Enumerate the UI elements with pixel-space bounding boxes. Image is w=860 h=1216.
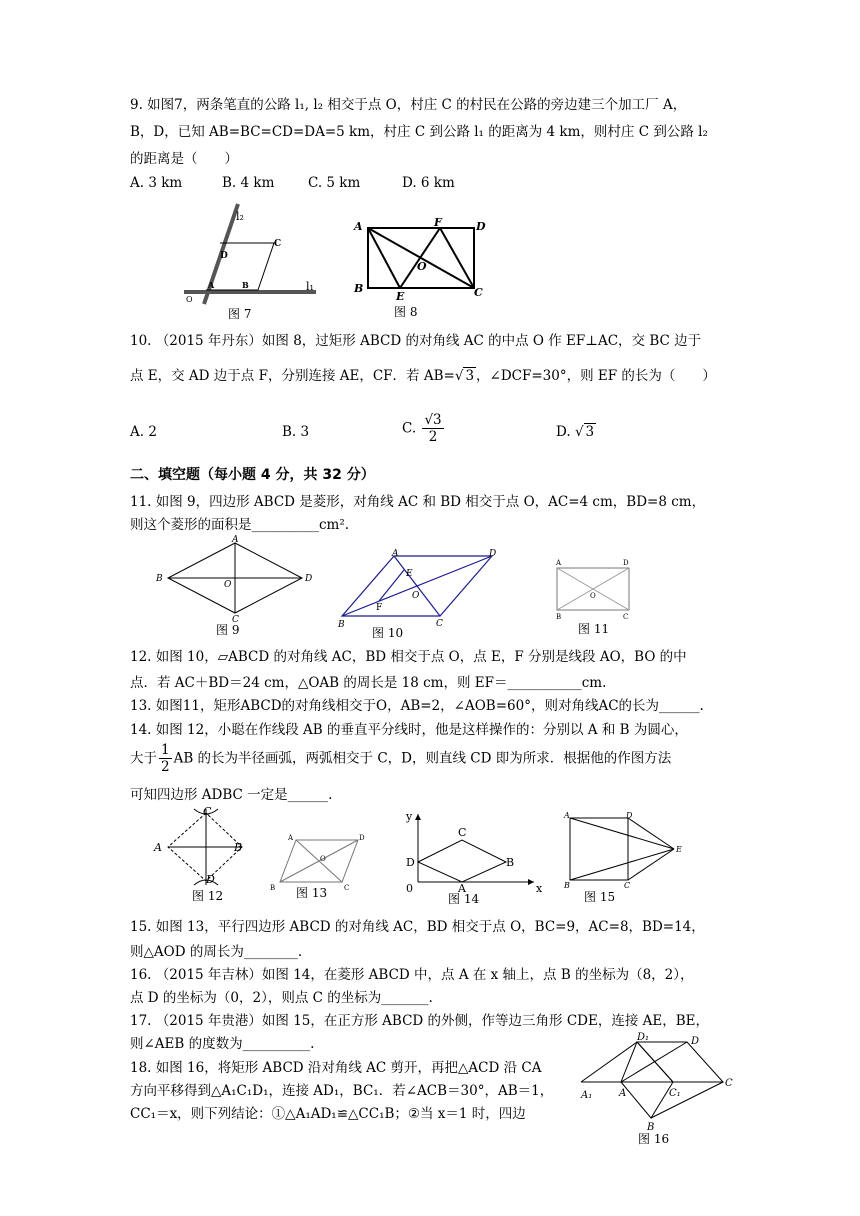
fig16-label-b: B xyxy=(647,1122,655,1133)
fig14-label-b: B xyxy=(506,856,515,869)
fig9-label-b: B xyxy=(156,574,163,584)
q9-option-d: D. 6 km xyxy=(402,175,455,191)
figure-8 xyxy=(350,214,495,314)
fig7-label-o: O xyxy=(186,295,193,304)
q14-line2-end: AB 的长为半径画弧，两弧相交于 C，D，则直线 CD 即为所求．根据他的作图方法 xyxy=(173,750,672,767)
q11-line1: 11. 如图 9，四边形 ABCD 是菱形，对角线 AC 和 BD 相交于点 O，AC=4 cm，BD=8 cm， xyxy=(130,494,706,510)
fig8-label-o: O xyxy=(417,260,427,273)
fig15-label-e: E xyxy=(676,845,682,854)
fig7-label-c: C xyxy=(274,239,282,249)
q17-line1: 17. （2015 年贵港）如图 15，在正方形 ABCD 的外侧，作等边三角形 CDE，连接 AE，BE， xyxy=(130,1013,710,1029)
q10-option-d xyxy=(556,424,596,440)
fig9-label-a: A xyxy=(232,535,239,545)
fig8-label-c: C xyxy=(474,286,483,299)
q14-line1: 14. 如图 12，小聪在作线段 AB 的垂直平分线时，他是这样操作的：分别以 A 和 B 为圆心， xyxy=(130,722,688,738)
fig16-caption: 图 16 xyxy=(638,1132,670,1146)
fig8-label-a: A xyxy=(354,220,363,233)
fig11-label-c: C xyxy=(623,613,629,621)
fig11-label-a: A xyxy=(556,559,562,567)
q14-line3: 可知四边形 ADBC 一定是______. xyxy=(130,787,333,803)
q10-option-a: A. 2 xyxy=(130,424,157,440)
figure-15 xyxy=(560,808,690,888)
fig8-label-d: D xyxy=(476,220,486,233)
q12-line1: 12. 如图 10，▱ABCD 的对角线 AC，BD 相交于点 O，点 E，F 分别是线段 AO，BO 的中 xyxy=(130,649,687,665)
fig13-label-o: O xyxy=(320,855,326,863)
fig7-label-a: A xyxy=(208,280,215,290)
q9-option-a: A. 3 km xyxy=(130,175,183,191)
fig13-label-d: D xyxy=(359,834,365,842)
fig9-label-c: C xyxy=(232,615,239,625)
fig7-caption: 图 7 xyxy=(228,307,252,321)
fig13-caption: 图 13 xyxy=(296,886,328,900)
figure-13 xyxy=(266,830,366,892)
q10-option-b: B. 3 xyxy=(282,424,310,440)
radicand: 3 xyxy=(465,368,475,384)
fig15-label-a: A xyxy=(564,811,570,820)
q18-line1: 18. 如图 16，将矩形 ABCD 沿对角线 AC 剪开，再把△ACD 沿 CA xyxy=(130,1060,542,1076)
fig16-label-c1: C₁ xyxy=(669,1088,681,1099)
fig16-label-c: C xyxy=(725,1078,733,1089)
q9-option-c: C. 5 km xyxy=(308,175,361,191)
fig10-label-o: O xyxy=(412,591,420,601)
fig10-label-b: B xyxy=(338,620,345,630)
fig12-caption: 图 12 xyxy=(192,889,224,903)
q15-line1: 15. 如图 13，平行四边形 ABCD 的对角线 AC，BD 相交于点 O，BC=9，AC=8，BD=14， xyxy=(130,919,705,935)
q15-line2: 则△AOD 的周长为________. xyxy=(130,944,303,960)
fig7-label-l1: l₁ xyxy=(306,280,314,293)
fig9-label-o: O xyxy=(224,580,232,590)
q9-option-b: B. 4 km xyxy=(222,175,275,191)
fig7-label-d: D xyxy=(220,251,228,261)
fig10-label-c: C xyxy=(436,619,443,629)
fig13-label-c: C xyxy=(344,884,350,892)
q13-line: 13. 如图11，矩形ABCD的对角线相交于O，AB=2，∠AOB=60°，则对角线AC的长为______. xyxy=(130,698,704,714)
fig16-label-d: D xyxy=(691,1036,700,1047)
fig12-label-c: C xyxy=(203,805,212,818)
fig14-caption: 图 14 xyxy=(448,892,480,906)
fig14-label-a: A xyxy=(458,882,466,895)
sqrt3-option-d: √ 3 xyxy=(574,424,595,440)
q14-line2 xyxy=(130,742,671,775)
fig16-label-d1: D₁ xyxy=(637,1032,650,1043)
fig8-label-f: F xyxy=(434,216,442,229)
fig15-caption: 图 15 xyxy=(584,890,616,904)
q10-option-d-label: D. xyxy=(556,424,571,440)
q9-line1: 9. 如图7，两条笔直的公路 l₁, l₂ 相交于点 O，村庄 C 的村民在公路的旁边建三个加工厂 A， xyxy=(130,97,687,113)
q10-option-c-label: C. xyxy=(402,420,417,437)
fig10-label-a: A xyxy=(392,549,399,559)
figure-16 xyxy=(575,1030,745,1145)
fraction-denominator: 2 xyxy=(428,429,438,445)
fig13-label-a: A xyxy=(288,834,294,842)
fig8-label-e: E xyxy=(396,290,405,303)
fig8-caption: 图 8 xyxy=(394,305,418,319)
fig15-label-d: D xyxy=(626,811,633,820)
q17-line2: 则∠AEB 的度数为__________. xyxy=(130,1036,315,1052)
fig10-label-e: E xyxy=(406,569,413,579)
q18-line3: CC₁＝x，则下列结论：①△A₁AD₁≌△CC₁B；②当 x＝1 时，四边 xyxy=(130,1106,526,1122)
q9-line2: B，D，已知 AB=BC=CD=DA=5 km，村庄 C 到公路 l₁ 的距离为 4 km，则村庄 C 到公路 l₂ xyxy=(130,124,708,140)
figure-7 xyxy=(178,200,328,305)
fig11-label-b: B xyxy=(556,613,562,621)
fig14-label-c: C xyxy=(458,826,467,839)
fig9-caption: 图 9 xyxy=(216,623,240,637)
fig12-label-a: A xyxy=(154,841,162,854)
one-half-fraction xyxy=(159,742,172,775)
radicand: 3 xyxy=(585,424,595,440)
section-2-heading: 二、填空题（每小题 4 分，共 32 分） xyxy=(130,467,375,483)
fig16-label-a1: A₁ xyxy=(581,1090,593,1101)
q10-line1: 10. （2015 年丹东）如图 8，过矩形 ABCD 的对角线 AC 的中点 O 作 EF⊥AC，交 BC 边于 xyxy=(130,333,702,349)
fig13-label-b: B xyxy=(270,884,276,892)
figure-9 xyxy=(150,535,320,625)
fig11-label-d: D xyxy=(623,559,629,567)
fig16-label-a: A xyxy=(619,1088,627,1099)
fig9-label-d: D xyxy=(305,574,313,584)
q10-option-c-fraction xyxy=(422,412,443,445)
sqrt3-ab: √ 3 xyxy=(454,368,475,384)
fig8-label-b: B xyxy=(354,282,364,295)
fig11-caption: 图 11 xyxy=(578,622,610,636)
fig10-caption: 图 10 xyxy=(372,626,404,640)
q9-line3: 的距离是（ ） xyxy=(130,151,238,167)
fig11-label-o: O xyxy=(590,592,596,600)
q16-line1: 16. （2015 年吉林）如图 14，在菱形 ABCD 中，点 A 在 x 轴上，点 B 的坐标为（8，2）， xyxy=(130,967,694,983)
fig7-label-l2: l₂ xyxy=(236,210,244,223)
fraction-numerator: √3 xyxy=(424,412,442,428)
fig14-label-origin: 0 xyxy=(406,882,413,895)
q12-line2: 点．若 AC＋BD＝24 cm，△OAB 的周长是 18 cm，则 EF＝___________cm. xyxy=(130,675,607,691)
fig14-label-d: D xyxy=(406,856,415,869)
q10-line2-end: ，∠DCF=30°，则 EF 的长为（ ） xyxy=(476,368,716,384)
fig15-label-b: B xyxy=(564,881,570,888)
q10-option-c xyxy=(402,412,446,445)
fig10-label-d: D xyxy=(489,549,497,559)
fig10-label-f: F xyxy=(376,603,383,613)
fig15-label-c: C xyxy=(624,881,631,888)
figure-11 xyxy=(553,556,633,621)
fraction-denominator: 2 xyxy=(161,759,170,775)
fig14-label-x: x xyxy=(536,882,543,895)
q18-line2: 方向平移得到△A₁C₁D₁，连接 AD₁，BC₁．若∠ACB＝30°，AB＝1， xyxy=(130,1083,554,1099)
q16-line2: 点 D 的坐标为（0，2），则点 C 的坐标为_______. xyxy=(130,990,433,1006)
fig12-label-b: B xyxy=(234,841,243,854)
figure-10 xyxy=(334,548,509,630)
fig7-label-b: B xyxy=(242,280,249,290)
q14-line2-start: 大于 xyxy=(130,750,157,767)
q10-line2 xyxy=(130,366,716,386)
q10-line2-start: 点 E，交 AD 边于点 F，分别连接 AE，CF．若 AB= xyxy=(130,368,455,384)
figure-14 xyxy=(398,810,548,895)
q11-line2: 则这个菱形的面积是__________cm². xyxy=(130,517,350,533)
fraction-numerator: 1 xyxy=(161,742,170,758)
fig14-label-y: y xyxy=(406,810,413,823)
figure-12 xyxy=(148,805,248,887)
fig12-label-d: D xyxy=(206,873,215,886)
